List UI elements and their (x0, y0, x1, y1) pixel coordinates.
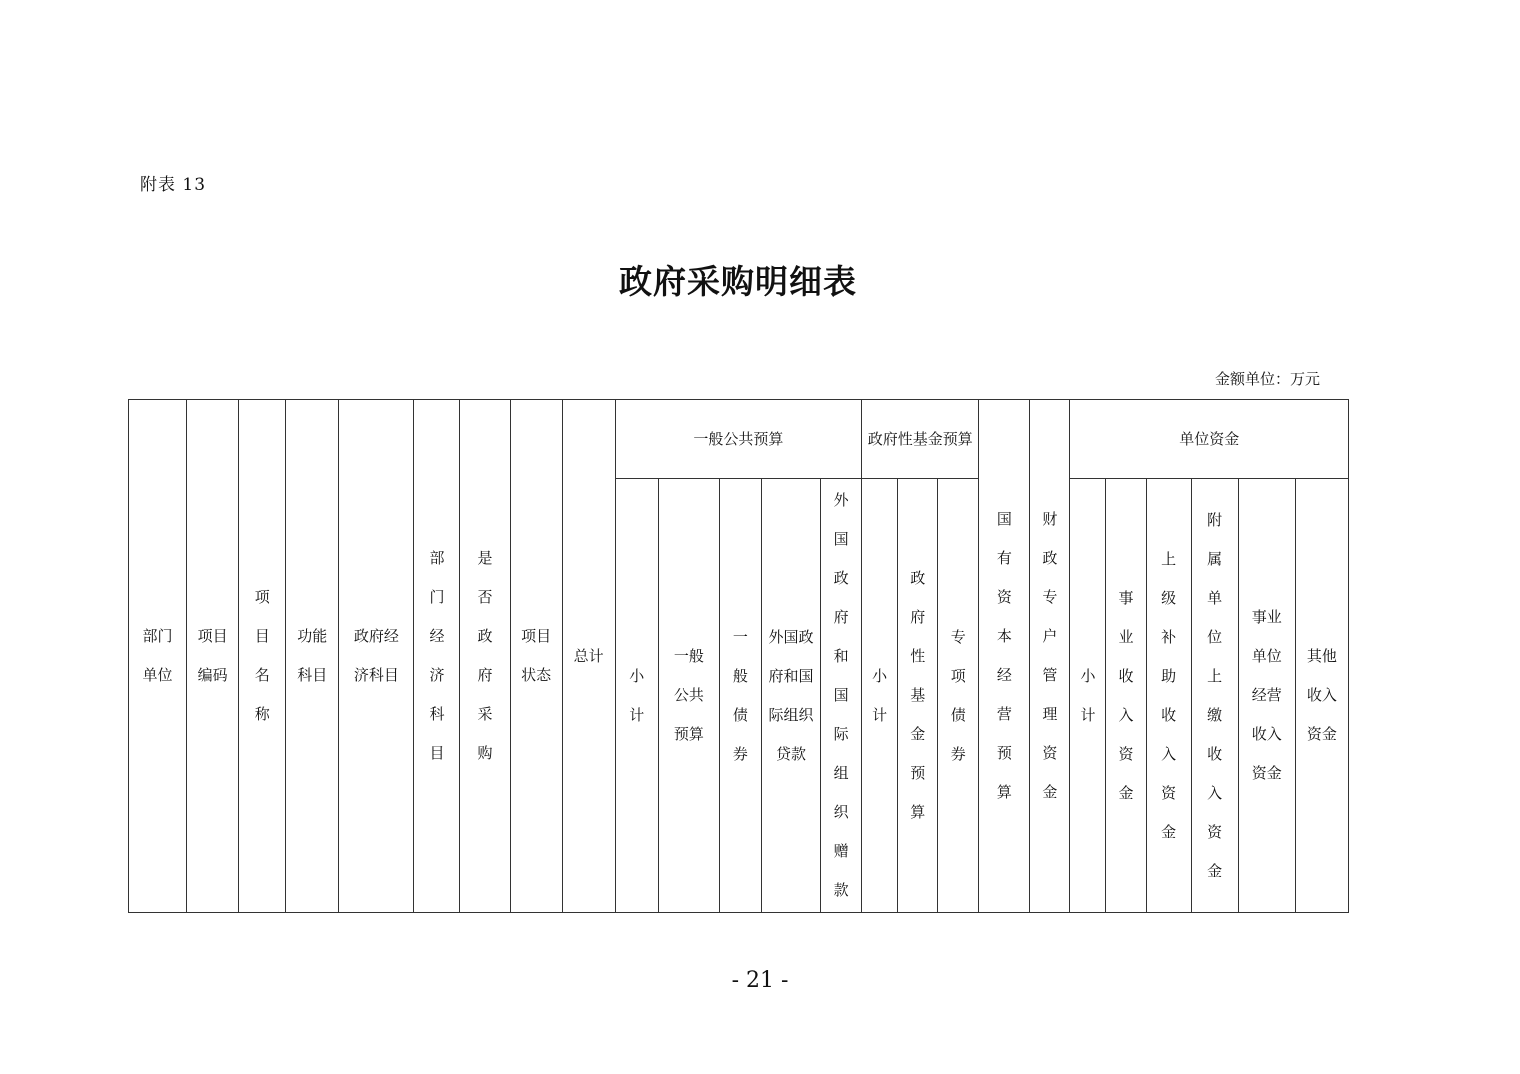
header-dept-econ-subject: 部门经济科目 (414, 400, 460, 913)
header-uf-superior-subsidy: 上级补助收入资金 (1146, 479, 1191, 913)
header-gf-subtotal: 小计 (862, 479, 898, 913)
header-gb-foreign-loans: 外国政府和国际组织贷款 (761, 479, 820, 913)
header-group-unit-funds: 单位资金 (1070, 400, 1349, 479)
header-gov-econ-subject: 政府经济科目 (339, 400, 414, 913)
header-uf-affiliated-remit: 附属单位上缴收入资金 (1191, 479, 1238, 913)
header-gb-general-budget: 一般公共预算 (658, 479, 719, 913)
header-dept-unit: 部门单位 (129, 400, 187, 913)
header-group-gov-fund-budget: 政府性基金预算 (862, 400, 979, 479)
header-uf-other-income: 其他收入资金 (1295, 479, 1348, 913)
procurement-detail-table (128, 399, 1349, 913)
header-uf-subtotal: 小计 (1070, 479, 1106, 913)
header-gb-foreign-grants: 外国政府和国际组织赠款 (821, 479, 862, 913)
header-fiscal-account-fund: 财政专户管理资金 (1030, 400, 1070, 913)
header-project-code: 项目编码 (187, 400, 239, 913)
header-project-status: 项目状态 (510, 400, 562, 913)
header-gf-special-bonds: 专项债券 (938, 479, 979, 913)
page-title: 政府采购明细表 (619, 262, 857, 301)
header-project-name: 项目名称 (239, 400, 286, 913)
header-uf-operating-income: 事业单位经营收入资金 (1238, 479, 1295, 913)
header-group-general-budget: 一般公共预算 (615, 400, 861, 479)
amount-unit-note: 金额单位：万元 (1214, 370, 1320, 388)
header-gf-fund-budget: 政府性基金预算 (898, 479, 938, 913)
header-gb-subtotal: 小计 (615, 479, 658, 913)
page-number: - 21 - (731, 968, 789, 993)
header-is-gov-procurement: 是否政府采购 (460, 400, 510, 913)
header-total: 总计 (562, 400, 615, 913)
header-uf-business-income: 事业收入资金 (1106, 479, 1146, 913)
header-gb-general-bonds: 一般债券 (719, 479, 761, 913)
attachment-label: 附表 13 (140, 175, 207, 195)
header-state-capital-budget: 国有资本经营预算 (979, 400, 1030, 913)
header-function-subject: 功能科目 (286, 400, 339, 913)
